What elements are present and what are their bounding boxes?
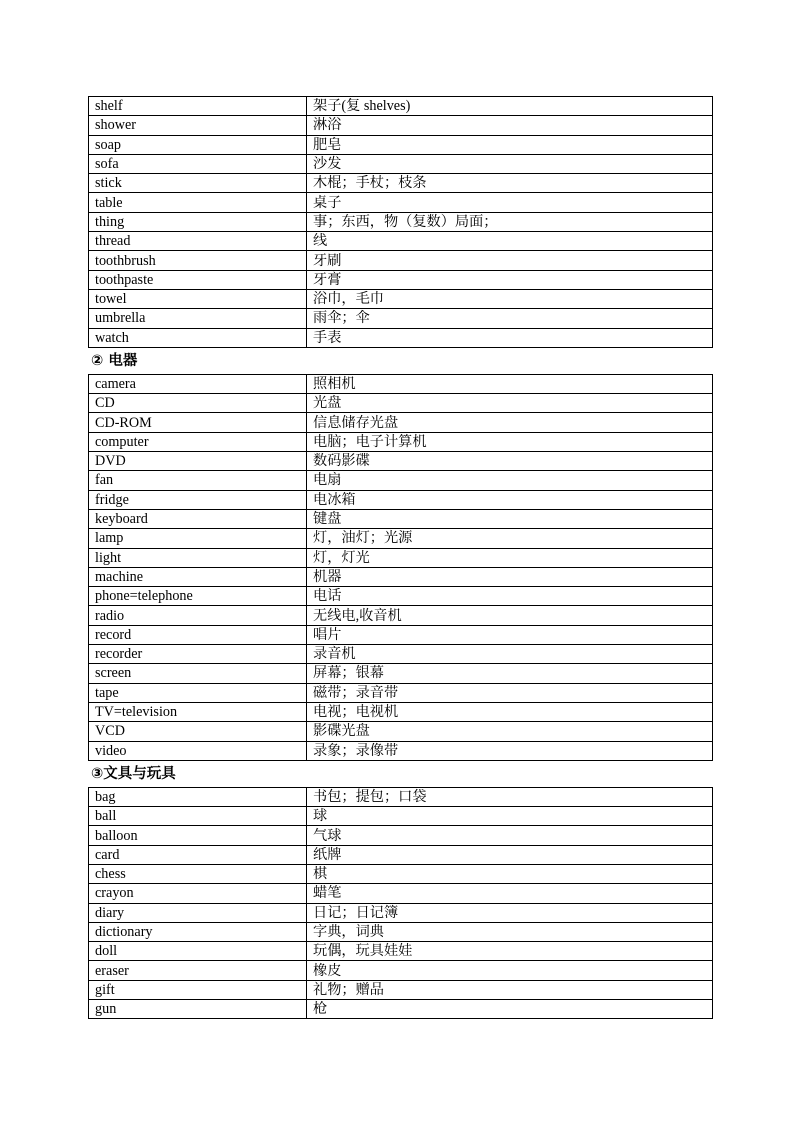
chinese-meaning: 蜡笔 [307, 884, 713, 903]
chinese-meaning: 玩偶，玩具娃娃 [307, 942, 713, 961]
table-row [89, 232, 713, 251]
chinese-meaning: 雨伞；伞 [307, 309, 713, 328]
vocabulary-page [88, 96, 712, 1019]
table-row [89, 289, 713, 308]
table-row [89, 683, 713, 702]
chinese-meaning: 架子(复 shelves) [307, 97, 713, 116]
english-word: VCD [89, 722, 307, 741]
table-row [89, 529, 713, 548]
chinese-meaning: 无线电,收音机 [307, 606, 713, 625]
english-word: gun [89, 1000, 307, 1019]
table-row [89, 394, 713, 413]
table-row [89, 413, 713, 432]
table-row [89, 807, 713, 826]
table-row [89, 567, 713, 586]
chinese-meaning: 手表 [307, 328, 713, 347]
english-word: fan [89, 471, 307, 490]
table-row [89, 587, 713, 606]
english-word: record [89, 625, 307, 644]
chinese-meaning: 键盘 [307, 509, 713, 528]
english-word: TV=television [89, 702, 307, 721]
table-row [89, 864, 713, 883]
english-word: recorder [89, 645, 307, 664]
english-word: stick [89, 174, 307, 193]
english-word: toothpaste [89, 270, 307, 289]
table-row [89, 702, 713, 721]
chinese-meaning: 电脑；电子计算机 [307, 432, 713, 451]
chinese-meaning: 录音机 [307, 645, 713, 664]
table-row [89, 884, 713, 903]
section-heading-stationery-toys: ③文具与玩具 [91, 765, 176, 782]
table-row [89, 845, 713, 864]
english-word: fridge [89, 490, 307, 509]
english-word: CD-ROM [89, 413, 307, 432]
english-word: card [89, 845, 307, 864]
chinese-meaning: 信息储存光盘 [307, 413, 713, 432]
table-row [89, 328, 713, 347]
english-word: watch [89, 328, 307, 347]
english-word: diary [89, 903, 307, 922]
english-word: towel [89, 289, 307, 308]
chinese-meaning: 灯，灯光 [307, 548, 713, 567]
chinese-meaning: 字典，词典 [307, 922, 713, 941]
chinese-meaning: 唱片 [307, 625, 713, 644]
table-row [89, 97, 713, 116]
english-word: ball [89, 807, 307, 826]
table-row [89, 961, 713, 980]
chinese-meaning: 日记；日记簿 [307, 903, 713, 922]
english-word: light [89, 548, 307, 567]
english-word: doll [89, 942, 307, 961]
english-word: computer [89, 432, 307, 451]
vocab-table-appliances [88, 374, 713, 761]
chinese-meaning: 影碟光盘 [307, 722, 713, 741]
english-word: sofa [89, 154, 307, 173]
chinese-meaning: 数码影碟 [307, 452, 713, 471]
table-row [89, 432, 713, 451]
table-row [89, 741, 713, 760]
english-word: shelf [89, 97, 307, 116]
table-row [89, 942, 713, 961]
chinese-meaning: 录象；录像带 [307, 741, 713, 760]
table-row [89, 980, 713, 999]
table-row [89, 664, 713, 683]
table-row [89, 471, 713, 490]
chinese-meaning: 电扇 [307, 471, 713, 490]
english-word: shower [89, 116, 307, 135]
table-row [89, 154, 713, 173]
chinese-meaning: 牙刷 [307, 251, 713, 270]
table-row [89, 135, 713, 154]
table-row [89, 548, 713, 567]
chinese-meaning: 橡皮 [307, 961, 713, 980]
chinese-meaning: 礼物；赠品 [307, 980, 713, 999]
chinese-meaning: 浴巾，毛巾 [307, 289, 713, 308]
section-heading-appliances: ② 电器 [91, 352, 138, 369]
table-row [89, 374, 713, 393]
english-word: video [89, 741, 307, 760]
chinese-meaning: 气球 [307, 826, 713, 845]
english-word: gift [89, 980, 307, 999]
english-word: keyboard [89, 509, 307, 528]
table-row [89, 174, 713, 193]
table-row [89, 251, 713, 270]
table-row [89, 826, 713, 845]
english-word: soap [89, 135, 307, 154]
table-row [89, 509, 713, 528]
chinese-meaning: 光盘 [307, 394, 713, 413]
english-word: dictionary [89, 922, 307, 941]
chinese-meaning: 牙膏 [307, 270, 713, 289]
table-row [89, 903, 713, 922]
english-word: table [89, 193, 307, 212]
english-word: DVD [89, 452, 307, 471]
vocab-table-stationery-toys [88, 787, 713, 1020]
chinese-meaning: 照相机 [307, 374, 713, 393]
table-row [89, 787, 713, 806]
english-word: crayon [89, 884, 307, 903]
english-word: lamp [89, 529, 307, 548]
english-word: radio [89, 606, 307, 625]
chinese-meaning: 线 [307, 232, 713, 251]
english-word: camera [89, 374, 307, 393]
table-row [89, 212, 713, 231]
chinese-meaning: 书包；提包；口袋 [307, 787, 713, 806]
chinese-meaning: 淋浴 [307, 116, 713, 135]
chinese-meaning: 电话 [307, 587, 713, 606]
chinese-meaning: 纸牌 [307, 845, 713, 864]
chinese-meaning: 桌子 [307, 193, 713, 212]
chinese-meaning: 球 [307, 807, 713, 826]
table-row [89, 116, 713, 135]
vocab-table-household [88, 96, 713, 348]
table-row [89, 606, 713, 625]
english-word: screen [89, 664, 307, 683]
chinese-meaning: 屏幕；银幕 [307, 664, 713, 683]
chinese-meaning: 灯，油灯；光源 [307, 529, 713, 548]
chinese-meaning: 电视；电视机 [307, 702, 713, 721]
chinese-meaning: 磁带；录音带 [307, 683, 713, 702]
chinese-meaning: 沙发 [307, 154, 713, 173]
table-row [89, 193, 713, 212]
english-word: eraser [89, 961, 307, 980]
english-word: thread [89, 232, 307, 251]
english-word: tape [89, 683, 307, 702]
table-row [89, 645, 713, 664]
english-word: balloon [89, 826, 307, 845]
table-row [89, 452, 713, 471]
english-word: machine [89, 567, 307, 586]
chinese-meaning: 枪 [307, 1000, 713, 1019]
chinese-meaning: 肥皂 [307, 135, 713, 154]
english-word: thing [89, 212, 307, 231]
english-word: CD [89, 394, 307, 413]
table-row [89, 1000, 713, 1019]
table-row [89, 309, 713, 328]
chinese-meaning: 棋 [307, 864, 713, 883]
chinese-meaning: 事；东西，物（复数）局面； [307, 212, 713, 231]
english-word: bag [89, 787, 307, 806]
table-row [89, 625, 713, 644]
english-word: chess [89, 864, 307, 883]
table-row [89, 722, 713, 741]
table-row [89, 490, 713, 509]
chinese-meaning: 电冰箱 [307, 490, 713, 509]
table-row [89, 270, 713, 289]
english-word: umbrella [89, 309, 307, 328]
english-word: phone=telephone [89, 587, 307, 606]
english-word: toothbrush [89, 251, 307, 270]
table-row [89, 922, 713, 941]
chinese-meaning: 机器 [307, 567, 713, 586]
chinese-meaning: 木棍；手杖；枝条 [307, 174, 713, 193]
